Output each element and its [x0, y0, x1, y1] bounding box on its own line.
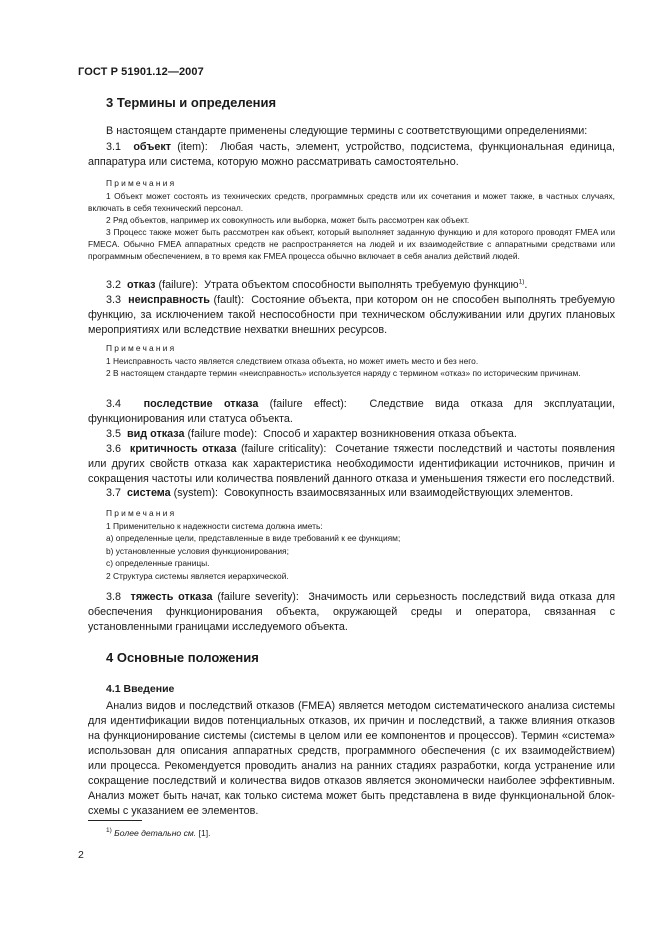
footnote-ref: 1): [518, 278, 525, 286]
note-item: 3 Процесс также может быть рассмотрен как объект, который выполняет заданную функцию и для которого проводят FMEA или FMECA. Обычно FMEA аппаратных средств не распространяется на людей и их взаимодействие с аппаратными средствами или программным обеспечением, в то время как FMEA процесса обычно включает в себя анализ действий людей.: [88, 227, 615, 262]
page-number: 2: [78, 849, 84, 861]
section-4-1-paragraph: Анализ видов и последствий отказов (FMEA) является методом систематического анализа системы для идентификации видов потенциальных отказов, их причин и последствий, а также влияния отказов на функционирование системы (системы в целом или ее компонентов и процессов). Термин «система» использован для описания аппаратных средств, программного обеспечения (с их взаимодействием) или процесса. Рекомендуется проводить анализ на ранних стадиях разработки, когда устранение или сокращение последствий и количества видов отказов является экономически наиболее эффективным. Анализ может быть начат, как только система может быть представлена в виде функциональной блок-схемы с указанием ее элементов.: [88, 700, 615, 817]
notes-title: Примечания: [106, 343, 177, 353]
footnote: $^{1)}$ Более детально см. [1].: [106, 827, 211, 838]
term-3-6: 3.6 критичность отказа (failure criticality): Сочетание тяжести последствий и частоты появления или других свойств отказа как характеристика необходимости идентификации источников, причин и сокращения частоты или количества появлений данного отказа и уменьшения тяжести его последствий.: [88, 443, 616, 485]
term-3-3: 3.3 неисправность (fault): Состояние объекта, при котором он не способен выполнять требуемую функцию, за исключением такой неспособности при техническом обслуживании или других плановых мероприятиях или вследствие нехватки внешних ресурсов.: [88, 294, 616, 336]
note-item: 2 Структура системы является иерархической.: [106, 571, 289, 581]
note-item: 1 Неисправность часто является следствием отказа объекта, но может иметь место и без него.: [106, 356, 479, 366]
note-item: 1 Применительно к надежности система должна иметь:: [106, 521, 323, 531]
notes-title: Примечания: [106, 508, 177, 518]
note-item: c) определенные границы.: [106, 558, 210, 568]
note-item: 2 В настоящем стандарте термин «неисправность» используется наряду с термином «отказ» по историческим причинам.: [106, 368, 581, 378]
section-3-title: 3 Термины и определения: [106, 95, 277, 110]
note-item: b) установленные условия функционирования;: [106, 546, 289, 556]
term-3-8: 3.8 тяжесть отказа (failure severity): Значимость или серьезность последствий вида отказа для обеспечения функционирования объекта, окружающей среды и оператора, связанная с установленными границами исследуемого объекта.: [88, 591, 616, 633]
note-item: 1 Объект может состоять из технических средств, программных средств или их сочетания и может также, в частных случаях, включать в себя технический персонал.: [88, 191, 615, 214]
note-item: a) определенные цели, представленные в виде требований к ее функциям;: [106, 533, 401, 543]
term-3-5: 3.5 вид отказа (failure mode): Способ и характер возникновения отказа объекта.: [106, 428, 517, 440]
notes-title: Примечания: [106, 178, 177, 188]
term-3-7: 3.7 система (system): Совокупность взаимосвязанных или взаимодействующих элементов.: [106, 487, 574, 499]
footnote-divider: [88, 820, 142, 821]
section-4-title: 4 Основные положения: [106, 650, 259, 665]
note-item: 2 Ряд объектов, например их совокупность или выборка, может быть рассмотрен как объект.: [106, 215, 470, 225]
standard-header: ГОСТ Р 51901.12—2007: [78, 66, 204, 78]
term-3-1: 3.1 объект (item): Любая часть, элемент, устройство, подсистема, функциональная единица, аппаратура или система, которую можно рассматривать самостоятельно.: [88, 141, 615, 168]
subsection-4-1-title: 4.1 Введение: [106, 683, 175, 695]
term-3-2: 3.2 отказ (failure): Утрата объектом способности выполнять требуемую функцию$^{1)}$.: [106, 278, 528, 291]
section-3-intro: В настоящем стандарте применены следующие термины с соответствующими определениями:: [106, 125, 588, 137]
term-3-4: 3.4 последствие отказа (failure effect): Следствие вида отказа для эксплуатации, функционирования или статуса объекта.: [88, 398, 616, 425]
